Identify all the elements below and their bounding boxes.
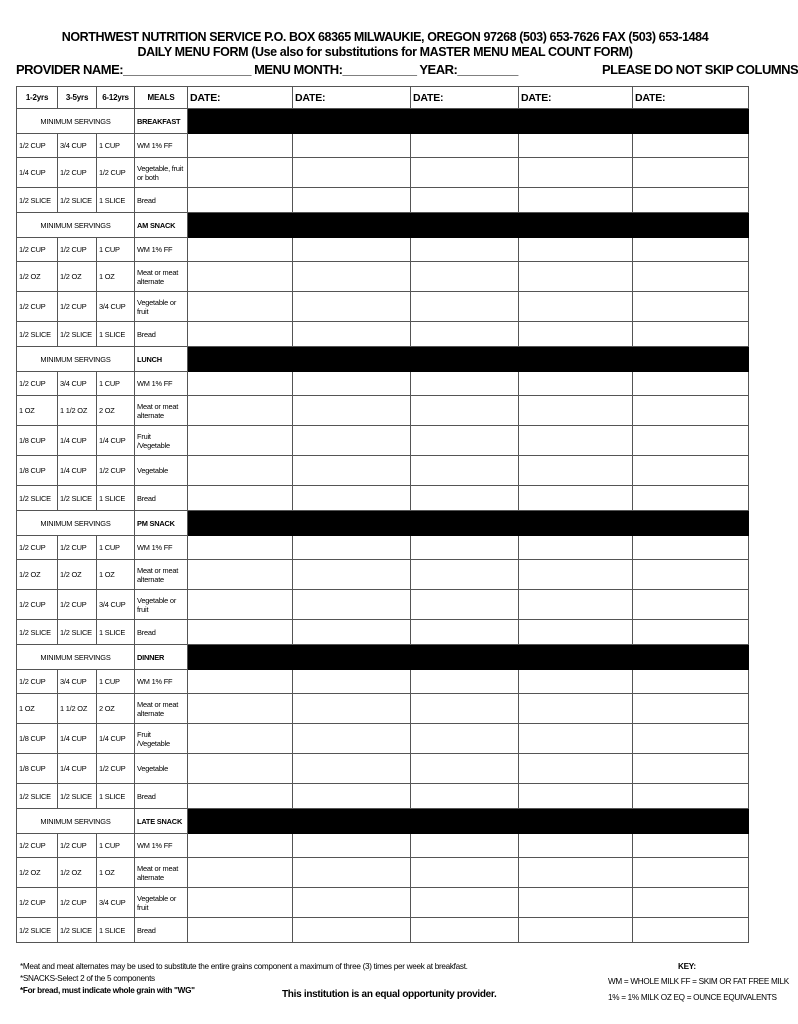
component-label: Vegetable or fruit [135, 590, 188, 620]
serving-3-5yrs: 1/2 CUP [58, 834, 97, 858]
menu-entry-cell[interactable] [293, 322, 411, 347]
serving-3-5yrs: 1/4 CUP [58, 456, 97, 486]
table-row [17, 134, 749, 158]
menu-entry-cell[interactable] [293, 694, 411, 724]
serving-1-2yrs: 1/2 OZ [17, 560, 58, 590]
minimum-servings-label: MINIMUM SERVINGS [17, 213, 135, 238]
meal-name: BREAKFAST [135, 109, 188, 134]
menu-entry-cell[interactable] [293, 754, 411, 784]
serving-6-12yrs: 1 CUP [97, 670, 135, 694]
serving-1-2yrs: 1/8 CUP [17, 426, 58, 456]
section-bar [188, 347, 749, 372]
menu-entry-cell[interactable] [293, 262, 411, 292]
menu-entry-cell[interactable] [633, 238, 749, 262]
menu-entry-cell[interactable] [633, 590, 749, 620]
menu-entry-cell[interactable] [188, 784, 293, 809]
component-label: Meat or meat alternate [135, 262, 188, 292]
serving-6-12yrs: 1 OZ [97, 560, 135, 590]
menu-entry-cell[interactable] [188, 426, 293, 456]
serving-1-2yrs: 1/2 SLICE [17, 918, 58, 943]
menu-entry-cell[interactable] [519, 784, 633, 809]
serving-3-5yrs: 1/4 CUP [58, 724, 97, 754]
menu-entry-cell[interactable] [188, 536, 293, 560]
menu-entry-cell[interactable] [519, 888, 633, 918]
menu-entry-cell[interactable] [519, 486, 633, 511]
menu-entry-cell[interactable] [293, 238, 411, 262]
component-label: Bread [135, 486, 188, 511]
menu-entry-cell[interactable] [633, 486, 749, 511]
menu-entry-cell[interactable] [411, 486, 519, 511]
key-title: KEY: [678, 962, 696, 971]
date-col-4[interactable]: DATE: [519, 87, 633, 109]
menu-entry-cell[interactable] [188, 888, 293, 918]
serving-3-5yrs: 3/4 CUP [58, 670, 97, 694]
menu-entry-cell[interactable] [188, 372, 293, 396]
menu-entry-cell[interactable] [633, 456, 749, 486]
menu-entry-cell[interactable] [633, 188, 749, 213]
serving-3-5yrs: 1/2 SLICE [58, 918, 97, 943]
serving-1-2yrs: 1/2 CUP [17, 670, 58, 694]
menu-entry-cell[interactable] [519, 322, 633, 347]
menu-entry-cell[interactable] [519, 396, 633, 426]
component-label: Bread [135, 784, 188, 809]
menu-entry-cell[interactable] [633, 262, 749, 292]
menu-entry-cell[interactable] [519, 590, 633, 620]
serving-6-12yrs: 1 SLICE [97, 918, 135, 943]
component-label: WM 1% FF [135, 670, 188, 694]
table-row [17, 694, 749, 724]
menu-entry-cell[interactable] [411, 536, 519, 560]
component-label: Bread [135, 322, 188, 347]
serving-3-5yrs: 1/2 SLICE [58, 784, 97, 809]
minimum-servings-label: MINIMUM SERVINGS [17, 109, 135, 134]
footnote-whole-grain: *For bread, must indicate whole grain with "WG" [20, 986, 195, 995]
minimum-servings-label: MINIMUM SERVINGS [17, 347, 135, 372]
serving-1-2yrs: 1/2 SLICE [17, 784, 58, 809]
meal-name: PM SNACK [135, 511, 188, 536]
menu-entry-cell[interactable] [293, 590, 411, 620]
component-label: Bread [135, 620, 188, 645]
serving-1-2yrs: 1/2 SLICE [17, 322, 58, 347]
menu-entry-cell[interactable] [519, 754, 633, 784]
table-row [17, 858, 749, 888]
serving-3-5yrs: 1/2 CUP [58, 590, 97, 620]
menu-entry-cell[interactable] [293, 834, 411, 858]
menu-entry-cell[interactable] [293, 372, 411, 396]
serving-6-12yrs: 1 SLICE [97, 620, 135, 645]
serving-3-5yrs: 1 1/2 OZ [58, 694, 97, 724]
component-label: Bread [135, 188, 188, 213]
menu-entry-cell[interactable] [633, 670, 749, 694]
menu-entry-cell[interactable] [411, 456, 519, 486]
menu-entry-cell[interactable] [188, 158, 293, 188]
header-row [17, 87, 749, 109]
col-age-3-5: 3-5yrs [58, 87, 97, 109]
table-row [17, 888, 749, 918]
menu-entry-cell[interactable] [188, 134, 293, 158]
menu-entry-cell[interactable] [293, 396, 411, 426]
menu-entry-cell[interactable] [411, 590, 519, 620]
section-header-1 [17, 109, 749, 134]
table-row [17, 724, 749, 754]
component-label: Meat or meat alternate [135, 560, 188, 590]
menu-entry-cell[interactable] [411, 620, 519, 645]
menu-entry-cell[interactable] [411, 724, 519, 754]
table-row [17, 238, 749, 262]
serving-6-12yrs: 1 CUP [97, 238, 135, 262]
serving-3-5yrs: 1/4 CUP [58, 426, 97, 456]
menu-entry-cell[interactable] [293, 858, 411, 888]
menu-entry-cell[interactable] [633, 620, 749, 645]
serving-6-12yrs: 1 CUP [97, 372, 135, 396]
col-age-1-2: 1-2yrs [17, 87, 58, 109]
component-label: WM 1% FF [135, 536, 188, 560]
section-bar [188, 809, 749, 834]
meal-name: AM SNACK [135, 213, 188, 238]
serving-1-2yrs: 1/2 CUP [17, 292, 58, 322]
menu-entry-cell[interactable] [633, 372, 749, 396]
serving-1-2yrs: 1/8 CUP [17, 724, 58, 754]
menu-entry-cell[interactable] [188, 262, 293, 292]
date-col-1[interactable]: DATE: [188, 87, 293, 109]
component-label: Vegetable or fruit [135, 292, 188, 322]
serving-3-5yrs: 1/2 CUP [58, 536, 97, 560]
section-bar [188, 109, 749, 134]
section-header-4 [17, 511, 749, 536]
table-row [17, 262, 749, 292]
serving-1-2yrs: 1 OZ [17, 694, 58, 724]
serving-1-2yrs: 1/2 CUP [17, 536, 58, 560]
serving-3-5yrs: 1/2 OZ [58, 560, 97, 590]
serving-1-2yrs: 1/4 CUP [17, 158, 58, 188]
menu-entry-cell[interactable] [293, 158, 411, 188]
table-row [17, 918, 749, 943]
menu-entry-cell[interactable] [519, 372, 633, 396]
table-row [17, 834, 749, 858]
menu-entry-cell[interactable] [519, 536, 633, 560]
menu-entry-cell[interactable] [633, 694, 749, 724]
table-row [17, 188, 749, 213]
menu-entry-cell[interactable] [633, 134, 749, 158]
menu-entry-cell[interactable] [188, 724, 293, 754]
menu-entry-cell[interactable] [411, 322, 519, 347]
component-label: Vegetable, fruit or both [135, 158, 188, 188]
menu-entry-cell[interactable] [519, 620, 633, 645]
component-label: Fruit /Vegetable [135, 724, 188, 754]
table-row [17, 536, 749, 560]
table-row [17, 620, 749, 645]
minimum-servings-label: MINIMUM SERVINGS [17, 809, 135, 834]
section-header-6 [17, 809, 749, 834]
serving-3-5yrs: 1 1/2 OZ [58, 396, 97, 426]
section-header-5 [17, 645, 749, 670]
serving-1-2yrs: 1/2 OZ [17, 858, 58, 888]
component-label: Fruit /Vegetable [135, 426, 188, 456]
serving-6-12yrs: 1/4 CUP [97, 724, 135, 754]
serving-1-2yrs: 1/2 CUP [17, 834, 58, 858]
component-label: WM 1% FF [135, 372, 188, 396]
menu-entry-cell[interactable] [411, 262, 519, 292]
menu-entry-cell[interactable] [188, 322, 293, 347]
serving-6-12yrs: 1/2 CUP [97, 754, 135, 784]
menu-entry-cell[interactable] [519, 262, 633, 292]
date-col-2[interactable]: DATE: [293, 87, 411, 109]
menu-entry-cell[interactable] [411, 396, 519, 426]
component-label: Meat or meat alternate [135, 858, 188, 888]
serving-1-2yrs: 1/2 SLICE [17, 486, 58, 511]
serving-6-12yrs: 1 SLICE [97, 486, 135, 511]
table-row [17, 372, 749, 396]
form-title: DAILY MENU FORM (Use also for substitutions for MASTER MENU MEAL COUNT FORM) [137, 45, 633, 59]
serving-3-5yrs: 1/2 OZ [58, 858, 97, 888]
serving-1-2yrs: 1/2 CUP [17, 134, 58, 158]
section-header-3 [17, 347, 749, 372]
menu-entry-cell[interactable] [188, 456, 293, 486]
serving-6-12yrs: 1 SLICE [97, 188, 135, 213]
menu-entry-cell[interactable] [293, 536, 411, 560]
menu-entry-cell[interactable] [188, 858, 293, 888]
menu-entry-cell[interactable] [411, 918, 519, 943]
menu-entry-cell[interactable] [633, 888, 749, 918]
menu-entry-cell[interactable] [293, 426, 411, 456]
menu-entry-cell[interactable] [293, 486, 411, 511]
serving-3-5yrs: 1/2 CUP [58, 888, 97, 918]
menu-entry-cell[interactable] [411, 426, 519, 456]
menu-entry-cell[interactable] [633, 784, 749, 809]
component-label: WM 1% FF [135, 134, 188, 158]
table-row [17, 670, 749, 694]
menu-entry-cell[interactable] [411, 754, 519, 784]
menu-entry-cell[interactable] [519, 188, 633, 213]
menu-entry-cell[interactable] [633, 536, 749, 560]
table-row [17, 784, 749, 809]
menu-entry-cell[interactable] [519, 238, 633, 262]
menu-entry-cell[interactable] [411, 670, 519, 694]
table-row [17, 292, 749, 322]
menu-entry-cell[interactable] [633, 724, 749, 754]
meal-name: LUNCH [135, 347, 188, 372]
menu-entry-cell[interactable] [188, 188, 293, 213]
menu-entry-cell[interactable] [519, 670, 633, 694]
date-col-5[interactable]: DATE: [633, 87, 749, 109]
serving-1-2yrs: 1/8 CUP [17, 456, 58, 486]
menu-entry-cell[interactable] [188, 292, 293, 322]
menu-entry-cell[interactable] [519, 426, 633, 456]
component-label: Vegetable [135, 754, 188, 784]
menu-entry-cell[interactable] [633, 754, 749, 784]
menu-entry-cell[interactable] [411, 158, 519, 188]
menu-entry-cell[interactable] [411, 834, 519, 858]
serving-1-2yrs: 1/8 CUP [17, 754, 58, 784]
menu-entry-cell[interactable] [188, 834, 293, 858]
menu-entry-cell[interactable] [411, 858, 519, 888]
serving-6-12yrs: 3/4 CUP [97, 292, 135, 322]
menu-entry-cell[interactable] [519, 292, 633, 322]
menu-entry-cell[interactable] [188, 590, 293, 620]
footnote-meat-alternates: *Meat and meat alternates may be used to substitute the entire grains component a maximum of three (3) times per week at breakfast. [20, 962, 468, 971]
skip-columns-note: PLEASE DO NOT SKIP COLUMNS [602, 62, 798, 77]
menu-entry-cell[interactable] [188, 560, 293, 590]
serving-6-12yrs: 1 OZ [97, 858, 135, 888]
serving-3-5yrs: 1/2 SLICE [58, 188, 97, 213]
component-label: WM 1% FF [135, 834, 188, 858]
table-row [17, 456, 749, 486]
serving-3-5yrs: 1/2 SLICE [58, 322, 97, 347]
menu-entry-cell[interactable] [188, 486, 293, 511]
key-line-2: 1% = 1% MILK OZ EQ = OUNCE EQUIVALENTS [608, 993, 777, 1002]
menu-entry-cell[interactable] [411, 784, 519, 809]
menu-entry-cell[interactable] [188, 754, 293, 784]
table-row [17, 754, 749, 784]
org-header: NORTHWEST NUTRITION SERVICE P.O. BOX 68365 MILWAUKIE, OREGON 97268 (503) 653-7626 FAX (503) 653-1484 [61, 30, 709, 44]
equal-opportunity: This institution is an equal opportunity provider. [282, 989, 497, 1000]
menu-entry-cell[interactable] [633, 158, 749, 188]
menu-entry-cell[interactable] [519, 724, 633, 754]
serving-1-2yrs: 1/2 SLICE [17, 188, 58, 213]
serving-6-12yrs: 3/4 CUP [97, 888, 135, 918]
menu-entry-cell[interactable] [411, 238, 519, 262]
menu-entry-cell[interactable] [293, 670, 411, 694]
date-col-3[interactable]: DATE: [411, 87, 519, 109]
section-header-2 [17, 213, 749, 238]
serving-3-5yrs: 1/2 CUP [58, 158, 97, 188]
serving-3-5yrs: 1/2 CUP [58, 292, 97, 322]
menu-entry-cell[interactable] [633, 292, 749, 322]
section-bar [188, 511, 749, 536]
table-row [17, 158, 749, 188]
menu-entry-cell[interactable] [411, 372, 519, 396]
provider-line: PROVIDER NAME:___________________ MENU MONTH:___________ YEAR:_________ [16, 62, 518, 77]
menu-entry-cell[interactable] [633, 560, 749, 590]
menu-entry-cell[interactable] [519, 858, 633, 888]
menu-entry-cell[interactable] [293, 620, 411, 645]
serving-3-5yrs: 3/4 CUP [58, 134, 97, 158]
table-row [17, 322, 749, 347]
serving-6-12yrs: 1 SLICE [97, 322, 135, 347]
menu-entry-cell[interactable] [411, 888, 519, 918]
menu-entry-cell[interactable] [411, 292, 519, 322]
menu-entry-cell[interactable] [411, 694, 519, 724]
serving-3-5yrs: 1/2 SLICE [58, 620, 97, 645]
table-row [17, 590, 749, 620]
menu-entry-cell[interactable] [293, 134, 411, 158]
table-row [17, 426, 749, 456]
menu-entry-cell[interactable] [633, 834, 749, 858]
menu-table [16, 86, 749, 943]
serving-6-12yrs: 2 OZ [97, 396, 135, 426]
menu-entry-cell[interactable] [293, 724, 411, 754]
component-label: Bread [135, 918, 188, 943]
menu-entry-cell[interactable] [188, 620, 293, 645]
meal-name: LATE SNACK [135, 809, 188, 834]
menu-entry-cell[interactable] [188, 694, 293, 724]
table-row [17, 396, 749, 426]
serving-6-12yrs: 1/2 CUP [97, 456, 135, 486]
col-meals: MEALS [135, 87, 188, 109]
serving-3-5yrs: 1/2 OZ [58, 262, 97, 292]
serving-1-2yrs: 1/2 CUP [17, 238, 58, 262]
serving-3-5yrs: 1/4 CUP [58, 754, 97, 784]
menu-entry-cell[interactable] [293, 918, 411, 943]
component-label: Vegetable or fruit [135, 888, 188, 918]
menu-entry-cell[interactable] [519, 694, 633, 724]
serving-1-2yrs: 1/2 CUP [17, 888, 58, 918]
menu-entry-cell[interactable] [519, 158, 633, 188]
serving-1-2yrs: 1/2 CUP [17, 590, 58, 620]
menu-entry-cell[interactable] [293, 292, 411, 322]
serving-1-2yrs: 1/2 SLICE [17, 620, 58, 645]
table-row [17, 560, 749, 590]
serving-6-12yrs: 1/4 CUP [97, 426, 135, 456]
serving-6-12yrs: 1 CUP [97, 134, 135, 158]
menu-entry-cell[interactable] [293, 188, 411, 213]
menu-entry-cell[interactable] [411, 134, 519, 158]
menu-entry-cell[interactable] [293, 456, 411, 486]
col-age-6-12: 6-12yrs [97, 87, 135, 109]
menu-entry-cell[interactable] [633, 918, 749, 943]
menu-entry-cell[interactable] [411, 560, 519, 590]
serving-6-12yrs: 1 CUP [97, 834, 135, 858]
component-label: Meat or meat alternate [135, 694, 188, 724]
menu-entry-cell[interactable] [188, 918, 293, 943]
serving-6-12yrs: 1 CUP [97, 536, 135, 560]
minimum-servings-label: MINIMUM SERVINGS [17, 511, 135, 536]
serving-6-12yrs: 1/2 CUP [97, 158, 135, 188]
component-label: Vegetable [135, 456, 188, 486]
menu-entry-cell[interactable] [519, 918, 633, 943]
menu-entry-cell[interactable] [293, 560, 411, 590]
serving-1-2yrs: 1/2 CUP [17, 372, 58, 396]
serving-3-5yrs: 3/4 CUP [58, 372, 97, 396]
menu-entry-cell[interactable] [519, 834, 633, 858]
serving-3-5yrs: 1/2 SLICE [58, 486, 97, 511]
menu-entry-cell[interactable] [633, 322, 749, 347]
menu-entry-cell[interactable] [519, 560, 633, 590]
minimum-servings-label: MINIMUM SERVINGS [17, 645, 135, 670]
key-line-1: WM = WHOLE MILK FF = SKIM OR FAT FREE MILK [608, 977, 789, 986]
menu-entry-cell[interactable] [519, 134, 633, 158]
menu-entry-cell[interactable] [188, 670, 293, 694]
menu-entry-cell[interactable] [188, 238, 293, 262]
menu-entry-cell[interactable] [633, 426, 749, 456]
menu-entry-cell[interactable] [519, 456, 633, 486]
section-bar [188, 645, 749, 670]
section-bar [188, 213, 749, 238]
component-label: WM 1% FF [135, 238, 188, 262]
serving-3-5yrs: 1/2 CUP [58, 238, 97, 262]
serving-6-12yrs: 1 SLICE [97, 784, 135, 809]
menu-entry-cell[interactable] [188, 396, 293, 426]
table-row [17, 486, 749, 511]
menu-entry-cell[interactable] [293, 888, 411, 918]
component-label: Meat or meat alternate [135, 396, 188, 426]
serving-1-2yrs: 1 OZ [17, 396, 58, 426]
menu-entry-cell[interactable] [633, 858, 749, 888]
meal-name: DINNER [135, 645, 188, 670]
menu-entry-cell[interactable] [293, 784, 411, 809]
footnote-snacks: *SNACKS-Select 2 of the 5 components [20, 974, 155, 983]
serving-6-12yrs: 3/4 CUP [97, 590, 135, 620]
serving-6-12yrs: 2 OZ [97, 694, 135, 724]
serving-6-12yrs: 1 OZ [97, 262, 135, 292]
serving-1-2yrs: 1/2 OZ [17, 262, 58, 292]
menu-entry-cell[interactable] [633, 396, 749, 426]
menu-entry-cell[interactable] [411, 188, 519, 213]
